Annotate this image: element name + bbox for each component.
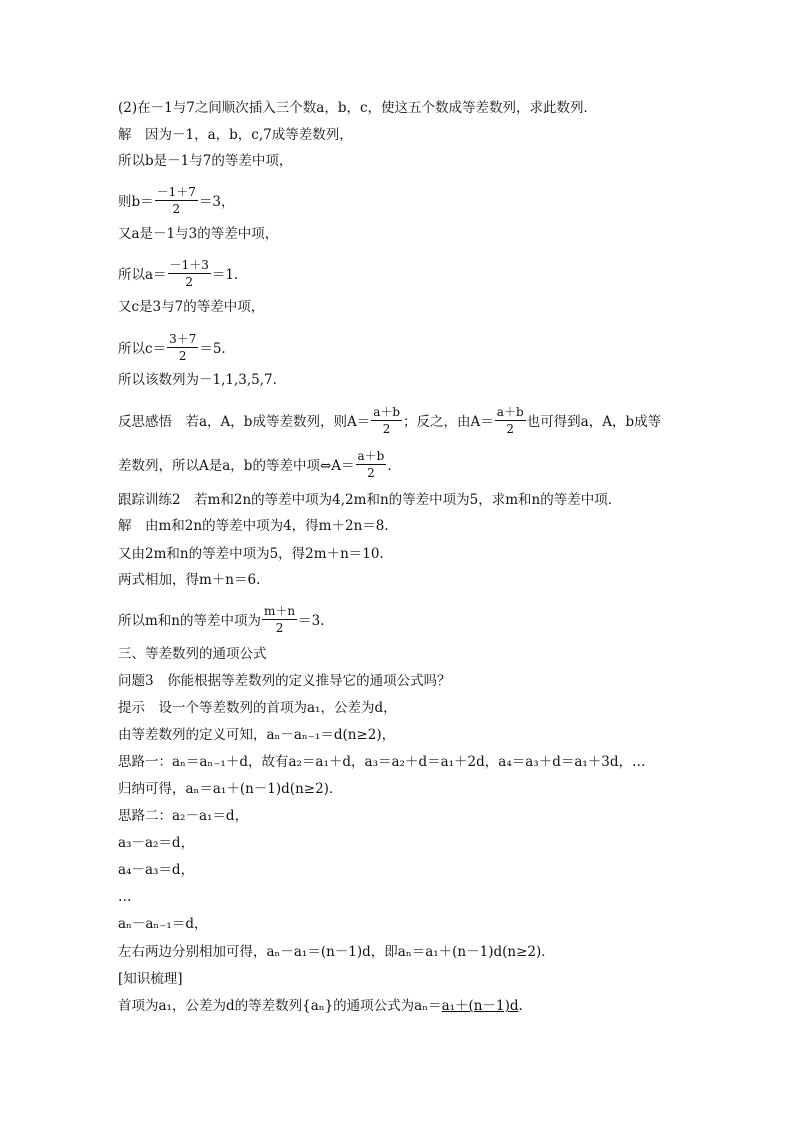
text: . bbox=[518, 998, 523, 1014]
text: 首项为a₁，公差为d的等差数列{aₙ}的通项公式为aₙ＝ bbox=[118, 998, 442, 1014]
solution-line: 所以该数列为－1,1,3,5,7. bbox=[118, 372, 277, 388]
fraction-numerator: 3＋7 bbox=[169, 332, 197, 346]
ellipsis: … bbox=[118, 889, 132, 905]
text: ＝5. bbox=[199, 341, 226, 357]
fraction-denominator: 2 bbox=[506, 422, 515, 436]
hint-line: 左右两边分别相加可得，aₙ－a₁＝(n－1)d，即aₙ＝a₁＋(n－1)d(n≥2)． bbox=[118, 944, 555, 960]
fraction-line-c bbox=[118, 332, 226, 363]
question-3: 问题3 你能根据等差数列的定义推导它的通项公式吗？ bbox=[118, 673, 451, 689]
text: 所以m和n的等差中项为 bbox=[118, 613, 261, 629]
text: 也可得到a，A，b成等 bbox=[526, 414, 662, 430]
fraction bbox=[167, 332, 198, 363]
fraction bbox=[168, 258, 211, 289]
approach-one: 思路一：aₙ＝aₙ₋₁＋d，故有a₂＝a₁＋d，a₃＝a₂＋d＝a₁＋2d，a₄＝a₃＋d＝a₁＋3d，… bbox=[118, 754, 646, 770]
reflection-line-1 bbox=[118, 405, 662, 436]
approach-two: 思路二：a₂－a₁＝d， bbox=[118, 808, 249, 824]
fraction bbox=[495, 405, 526, 436]
fraction-denominator: 2 bbox=[178, 349, 187, 363]
problem-2-statement: (2)在－1与7之间顺次插入三个数a，b，c，使这五个数成等差数列，求此数列． bbox=[118, 100, 598, 116]
reflection-line-2 bbox=[118, 449, 392, 480]
hint-line: 归纳可得，aₙ＝a₁＋(n－1)d(n≥2)． bbox=[118, 781, 343, 797]
fraction bbox=[262, 604, 297, 635]
fraction-denominator: 2 bbox=[172, 202, 181, 216]
fraction bbox=[371, 405, 402, 436]
text: . bbox=[387, 458, 392, 474]
fraction-denominator: 2 bbox=[382, 422, 391, 436]
general-term-formula bbox=[118, 997, 523, 1015]
fraction-denominator: 2 bbox=[367, 466, 375, 480]
hint-line: a₄－a₃＝d， bbox=[118, 862, 195, 878]
fraction-numerator: －1＋3 bbox=[169, 258, 209, 272]
fraction-numerator: a＋b bbox=[496, 405, 524, 419]
solution-line: 所以b是－1与7的等差中项， bbox=[118, 153, 293, 169]
text: ＝3. bbox=[298, 613, 325, 629]
fraction-denominator: 2 bbox=[275, 621, 284, 635]
hint-line: 提示 设一个等差数列的首项为a₁，公差为d， bbox=[118, 700, 397, 716]
fraction-line-b bbox=[118, 185, 235, 216]
text: 所以c＝ bbox=[118, 341, 167, 357]
fraction-line-a bbox=[118, 258, 239, 289]
section-heading: 三、等差数列的通项公式 bbox=[118, 646, 267, 662]
fraction-numerator: －1＋7 bbox=[156, 185, 196, 199]
text: 反思感悟 若a，A，b成等差数列，则A＝ bbox=[118, 414, 371, 430]
fraction-denominator: 2 bbox=[185, 275, 194, 289]
solution-line: 解 因为－1，a，b，c,7成等差数列， bbox=[118, 127, 353, 143]
text: ＝1. bbox=[211, 267, 239, 283]
solution-line: 解 由m和2n的等差中项为4，得m＋2n＝8. bbox=[118, 518, 389, 534]
follow-up-exercise-2: 跟踪训练2 若m和2n的等差中项为4,2m和n的等差中项为5，求m和n的等差中项． bbox=[118, 492, 622, 508]
fraction-numerator: a＋b bbox=[373, 405, 401, 419]
knowledge-summary-heading: [知识梳理] bbox=[118, 971, 183, 987]
fraction-line-mn bbox=[118, 604, 325, 635]
solution-line: 又c是3与7的等差中项， bbox=[118, 299, 265, 315]
text: ＝3， bbox=[198, 194, 235, 210]
fraction-numerator: a＋b bbox=[357, 449, 385, 463]
fraction-numerator: m＋n bbox=[264, 604, 296, 618]
text: 则b＝ bbox=[118, 194, 154, 210]
solution-line: 两式相加，得m＋n＝6. bbox=[118, 572, 261, 588]
hint-line: a₃－a₂＝d， bbox=[118, 835, 195, 851]
text: 差数列，所以A是a，b的等差中项⇔A＝ bbox=[118, 458, 355, 474]
fraction bbox=[155, 185, 198, 216]
solution-line: 又a是－1与3的等差中项， bbox=[118, 226, 279, 242]
fraction bbox=[356, 449, 387, 480]
text: ；反之，由A＝ bbox=[403, 414, 494, 430]
text: 所以a＝ bbox=[118, 267, 167, 283]
solution-line: 又由2m和n的等差中项为5，得2m＋n＝10. bbox=[118, 546, 384, 562]
formula-underlined: a₁＋(n－1)d bbox=[441, 998, 519, 1014]
hint-line: aₙ－aₙ₋₁＝d， bbox=[118, 916, 208, 932]
hint-line: 由等差数列的定义可知，aₙ－aₙ₋₁＝d(n≥2)， bbox=[118, 727, 396, 743]
